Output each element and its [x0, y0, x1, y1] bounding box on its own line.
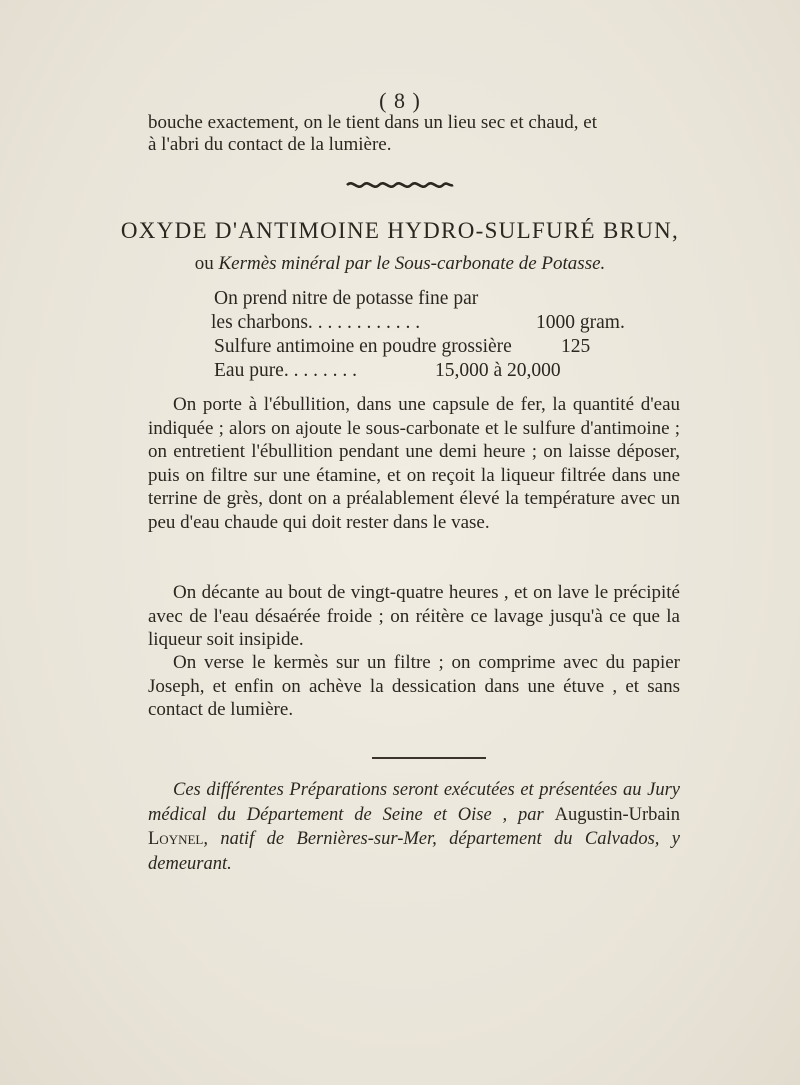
ingredient-name: Eau pure. .: [214, 360, 299, 381]
leader-dots: . . . . . . . . . . .: [312, 312, 421, 333]
instruction-paragraph: On verse le kermès sur un filtre ; on comprime avec du papier Joseph, et enfin on achève la dessication dans une étuve , et sans contact de lumière.: [148, 652, 680, 720]
ingredient-quantity: 15,000 à 20,000: [435, 360, 561, 381]
closing-note: [148, 778, 680, 876]
instruction-paragraph: On décante au bout de vingt-quatre heures , et on lave le précipité avec de l'eau désaérée froide ; on réitère ce lavage jusqu'à ce que la liqueur soit insipide.: [148, 582, 680, 650]
ingredient-name: Sulfure antimoine en poudre grossière: [214, 336, 512, 357]
horizontal-rule: [372, 757, 486, 759]
leader-dots: . . . . . .: [298, 360, 357, 381]
ingredient-line: [214, 336, 591, 358]
ingredient-line: [214, 288, 478, 310]
subheading-title: Kermès minéral par le Sous-carbonate de Potasse.: [218, 253, 606, 274]
continued-paragraph: [148, 112, 680, 156]
paragraph-line: à l'abri du contact de la lumière.: [148, 134, 392, 155]
section-subheading: [0, 253, 800, 275]
section-heading: OXYDE D'ANTIMOINE HYDRO-SULFURÉ BRUN,: [120, 218, 680, 243]
ingredient-line: [211, 312, 625, 334]
ingredient-line: [214, 360, 561, 382]
ingredient-quantity: 1000 gram.: [536, 312, 625, 333]
ornament-divider: [0, 176, 800, 196]
ingredient-list: [211, 288, 684, 383]
closing-text: , natif de Bernières-sur-Mer, département du Calvados, y demeurant.: [148, 829, 680, 874]
ingredient-name: les charbons.: [211, 312, 313, 333]
closing-text: Ces différentes Préparations seront exécutées et présentées au Jury médical du Département de Seine et Oise , par: [148, 780, 680, 825]
paragraph-line: bouche exactement, on le tient dans un lieu sec et chaud, et: [148, 112, 597, 133]
ingredient-name: On prend nitre de potasse fine par: [214, 288, 479, 309]
author-last-name: Loynel: [148, 829, 204, 849]
ingredient-quantity: 125: [561, 336, 591, 357]
page-number: ( 8 ): [379, 88, 421, 113]
instruction-paragraph: On porte à l'ébullition, dans une capsule de fer, la quantité d'eau indiquée ; alors on ajoute le sous-carbonate et le sulfure d'antimoine ; on entretient l'ébullition pendant une demi heure ; on laisse déposer, puis on filtre sur une étamine, et on reçoit la liqueur filtrée dans une terrine de grès, dont on a préalablement élevé la température avec un peu d'eau chaude qui doit rester dans le vase.: [148, 394, 680, 533]
subheading-prefix: ou: [194, 253, 214, 274]
author-first-name: Augustin-Urbain: [554, 804, 680, 825]
wave-ornament-icon: [345, 178, 455, 192]
